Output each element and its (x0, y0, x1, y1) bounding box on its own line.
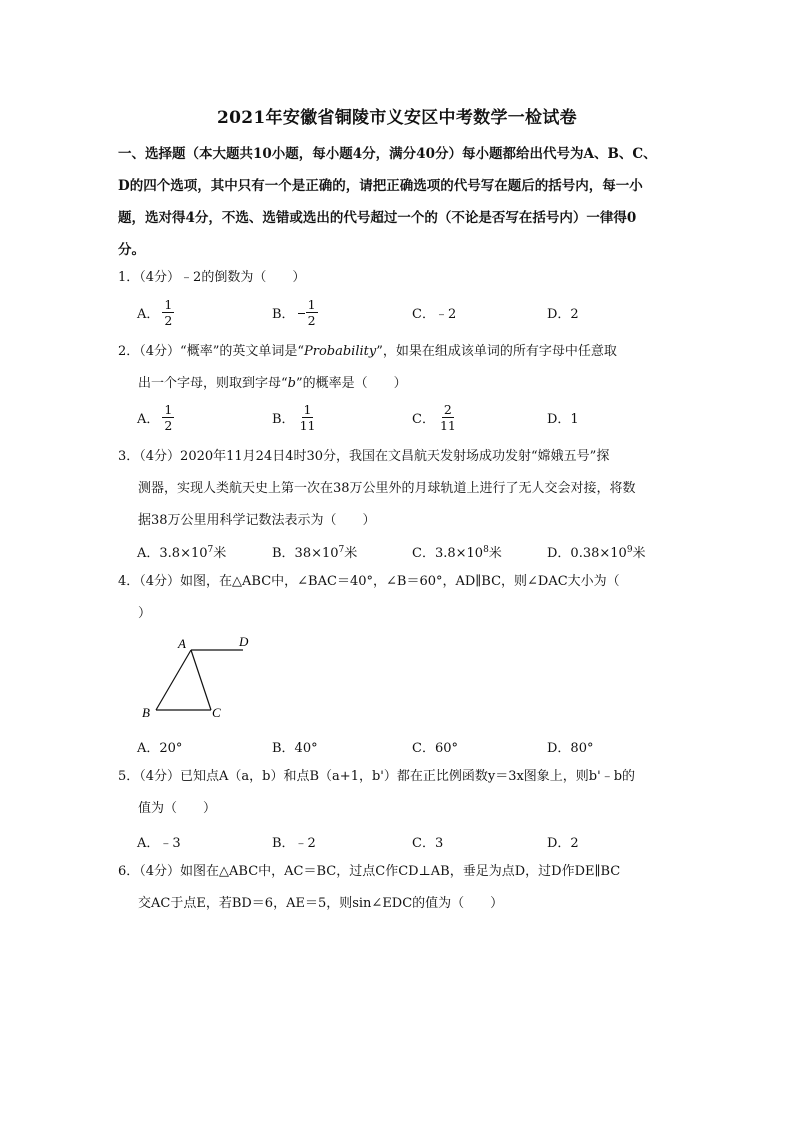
english-word: Probability (303, 344, 377, 359)
option-b: B．38×10 $^7$ 米 (272, 545, 358, 561)
fraction: $\frac{2}{11}$ (439, 401, 456, 433)
question-4-options (137, 729, 677, 763)
question-2-options (137, 400, 677, 434)
option-label: A． (137, 306, 160, 322)
option-a: A．20° (137, 740, 183, 756)
question-3-options (137, 534, 677, 568)
option-d: D．0.38×10 $^9$ 米 (547, 545, 646, 561)
letter-b: b (287, 376, 296, 391)
numerator: 1 (164, 296, 173, 312)
section-line: 分。 (118, 242, 145, 258)
option-a: A．3.8×10 $^7$ 米 (137, 545, 227, 561)
denominator: 2 (164, 312, 173, 328)
question-text: 1．（4分）﹣2的倒数为（ ） (118, 270, 306, 285)
question-line: 4．（4分）如图，在△ABC中，∠BAC＝40°，∠B＝60°，AD∥BC，则∠DAC大小为（ (118, 574, 620, 589)
numerator: 1 (307, 296, 316, 312)
section-instructions (118, 138, 678, 266)
question-5 (118, 761, 688, 825)
option-a: A．﹣3 (137, 835, 181, 851)
question-4 (118, 566, 688, 630)
option-d: D．80° (547, 740, 594, 756)
question-line: 5．（4分）已知点A（a，b）和点B（a+1，b'）都在正比例函数y＝3x图象上，则b'﹣b的 (118, 769, 636, 784)
question-6 (118, 856, 688, 920)
fraction (306, 297, 318, 328)
page-title: 2021年安徽省铜陵市义安区中考数学一检试卷 (217, 108, 577, 128)
question-line: 测器，实现人类航天史上第一次在38万公里外的月球轨道上进行了无人交会对接，将数 (138, 481, 636, 496)
question-line: 值为（ ） (138, 801, 217, 816)
section-line: 一、选择题（本大题共10小题，每小题4分，满分40分）每小题都给出代号为A、B、C、 (118, 146, 657, 162)
label-b: B (142, 705, 150, 720)
option-a: A． $\frac{1}{2}$ (137, 401, 173, 433)
fraction: $\frac{1}{11}$ (299, 401, 316, 433)
option-a (137, 295, 174, 329)
option-c: C．﹣2 (412, 306, 457, 322)
option-d: D．1 (547, 411, 579, 427)
section-line: D的四个选项，其中只有一个是正确的，请把正确选项的代号写在题后的括号内，每一小 (118, 178, 643, 194)
triangle-figure (138, 630, 258, 725)
fraction: $\frac{1}{2}$ (164, 401, 173, 433)
question-line: ） (138, 606, 152, 621)
option-c: C．60° (412, 740, 458, 756)
question-line: 据38万公里用科学记数法表示为（ ） (138, 513, 376, 528)
section-line: 题，选对得4分，不选、选错或选出的代号超过一个的（不论是否写在括号内）一律得0 (118, 210, 637, 226)
segment-ac (191, 650, 211, 710)
label-a: A (178, 636, 186, 651)
question-5-options (137, 824, 677, 858)
option-d: D．2 (547, 306, 579, 322)
question-3 (118, 441, 688, 537)
segment-ab (156, 650, 191, 710)
option-b (272, 295, 318, 329)
option-label: B． (272, 306, 295, 322)
question-1 (118, 262, 688, 294)
question-line: 3．（4分）2020年11月24日4时30分，我国在文昌航天发射场成功发射“嫦娥五号”探 (118, 449, 610, 464)
question-line: 交AC于点E，若BD＝6，AE＝5，则sin∠EDC的值为（ ） (138, 896, 504, 911)
option-b: B．﹣2 (272, 835, 316, 851)
option-c: C．3.8×10 $^8$ 米 (412, 545, 502, 561)
question-1-options (137, 295, 677, 329)
option-b: B．40° (272, 740, 318, 756)
denominator: 2 (307, 312, 316, 328)
option-d: D．2 (547, 835, 579, 851)
question-2 (118, 336, 688, 400)
label-c: C (212, 705, 221, 720)
fraction (162, 297, 174, 328)
option-b: B． $\frac{1}{11}$ (272, 401, 316, 433)
minus-sign (298, 313, 305, 314)
question-line: 2．（4分）“概率”的英文单词是“Probability”，如果在组成该单词的所有字母中任意取 (118, 344, 617, 359)
question-line: 6．（4分）如图在△ABC中，AC＝BC，过点C作CD⊥AB，垂足为点D，过D作DE∥BC (118, 864, 621, 879)
question-line: 出一个字母，则取到字母“b”的概率是（ ） (138, 376, 407, 391)
option-c: C．3 (412, 835, 444, 851)
label-d: D (239, 634, 249, 649)
option-c: C． $\frac{2}{11}$ (412, 401, 456, 433)
